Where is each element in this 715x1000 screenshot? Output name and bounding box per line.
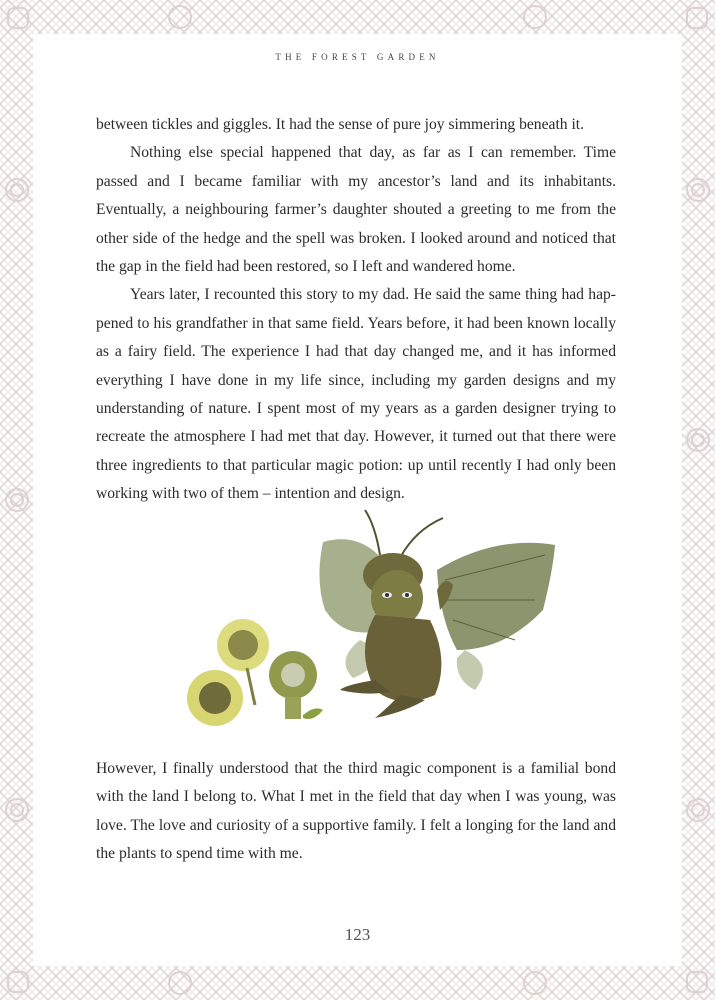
fairy-flowers-illustration xyxy=(175,500,570,730)
page-number: 123 xyxy=(344,925,371,944)
paragraph: However, I finally understood that the third magic component is a familial bond with the land I belong to. What I met in the field that day when I was young, was love. The love and curiosity of a supportive family. I felt a longing for the land and the plants to spend time with me. xyxy=(96,760,616,863)
paragraph: between tickles and giggles. It had the sense of pure joy simmering beneath it. xyxy=(96,116,585,133)
paragraph: Years later, I recounted this story to my dad. He said the same thing had happened to his grandfather in that same field. Years before, it had been known locally as a fairy field. The experience I had that day changed me, and it has informed everything I have done in my life since, including my garden designs and my understanding of nature. I spent most of my years as a garden designer trying to recreate the atmosphere I had met that day. However, it turned out that there were three ingredients to that particular magic potion: up until recently I had only been working with two of them – intention and design. xyxy=(96,286,616,503)
body-text-bottom xyxy=(96,755,616,869)
body-text-top xyxy=(96,111,616,509)
running-head: THE FOREST GARDEN xyxy=(275,52,440,62)
paragraph: Nothing else special happened that day, as far as I can remember. Time passed and I became familiar with my ancestor’s land and its inhabitants. Eventually, a neighbouring farmer’s daughter shouted a greeting to me from the other side of the hedge and the spell was broken. I looked around and noticed that the gap in the field had been restored, so I left and wandered home. xyxy=(96,144,616,276)
